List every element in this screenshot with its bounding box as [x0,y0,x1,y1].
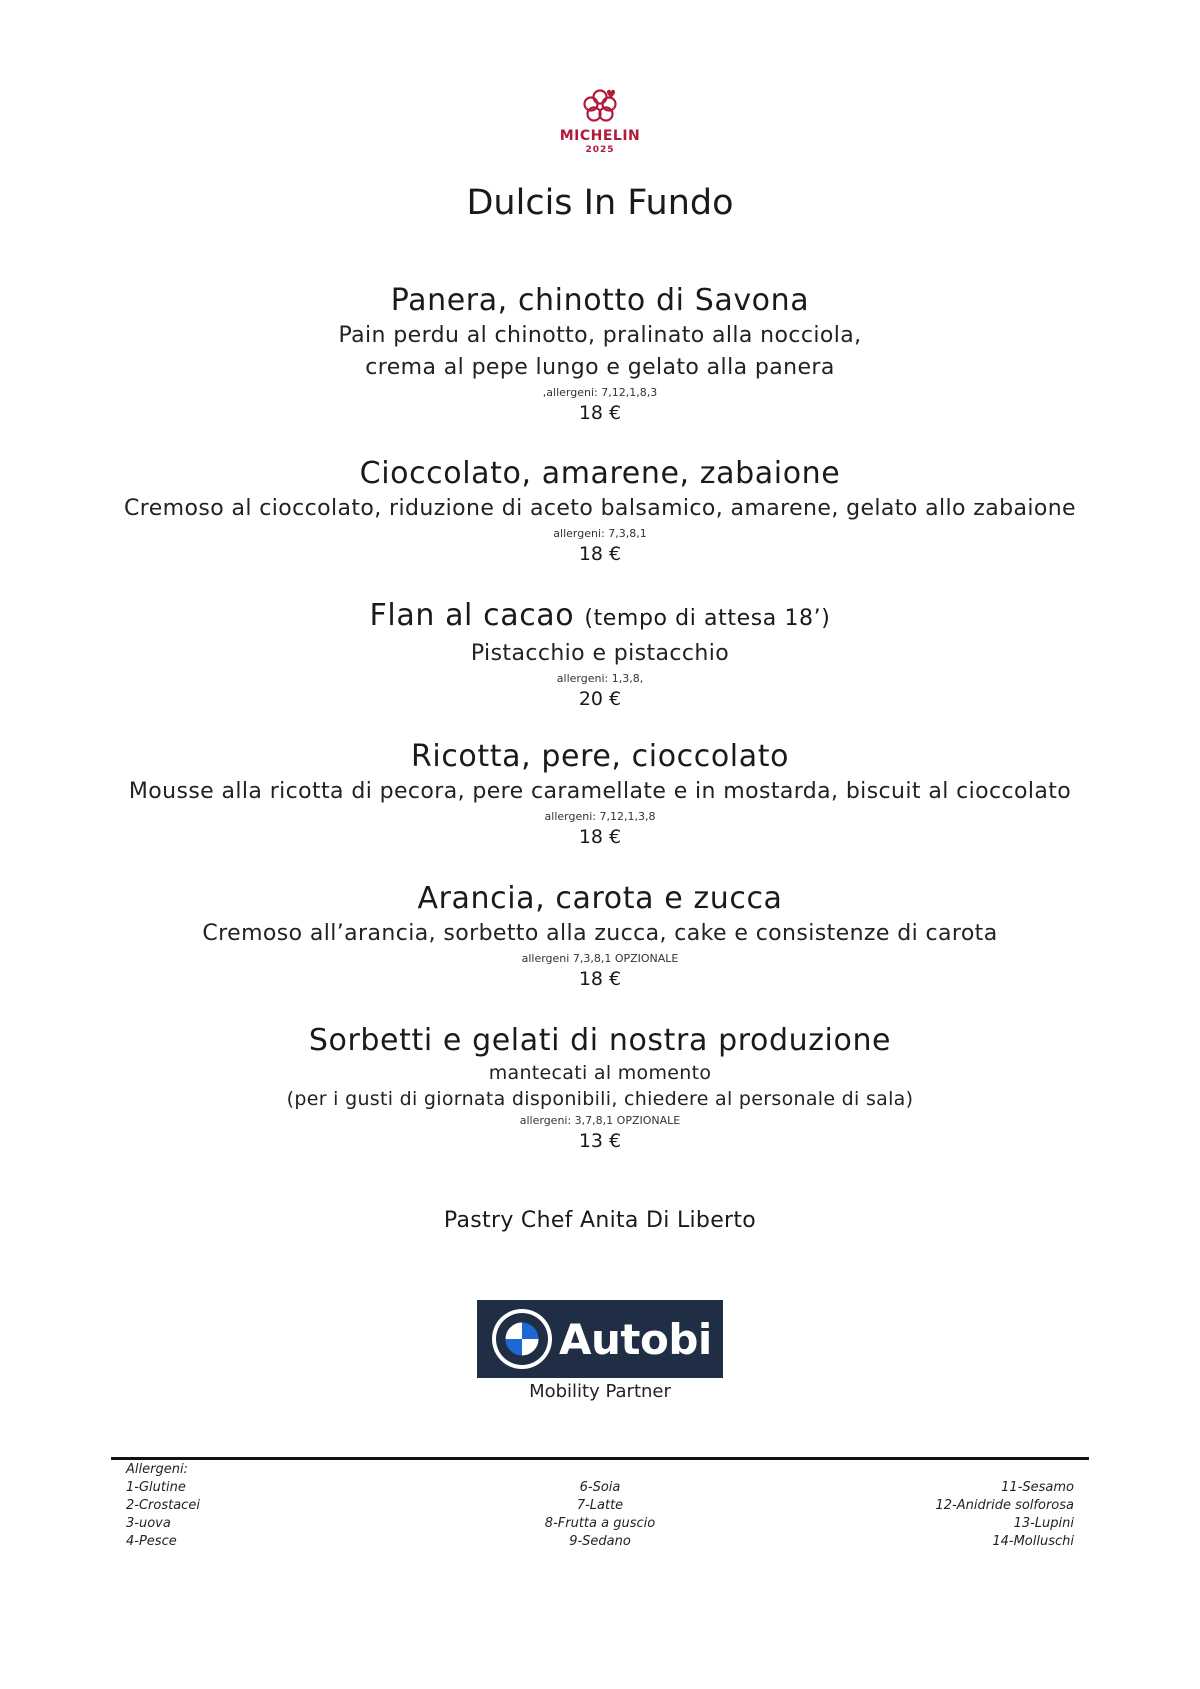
michelin-logo [548,86,652,155]
allergen-item: 4-Pesce [126,1534,177,1549]
bmw-roundel-icon [491,1308,553,1370]
allergen-item: 12-Anidride solforosa [935,1498,1074,1513]
allergen-item: 13-Lupini [1013,1516,1074,1531]
dish-description: Cremoso al cioccolato, riduzione di aceto balsamico, amarene, gelato allo zabaione [124,496,1076,521]
dish-item [0,738,1200,850]
dish-allergens: ,allergeni: 7,12,1,8,3 [542,386,658,399]
dish-price: 20 € [578,688,622,710]
allergen-item: 1-Glutine [126,1480,186,1495]
dish-wait-note: (tempo di attesa 18’) [584,606,831,631]
allergen-item: 8-Frutta a guscio [544,1516,656,1531]
menu-title: Dulcis In Fundo [466,183,734,223]
dish-description: Mousse alla ricotta di pecora, pere caramellate e in mostarda, biscuit al cioccolato [128,779,1072,804]
dish-name: Flan al cacao [369,598,575,633]
dish-name-line [0,597,1200,638]
allergen-item: 3-uova [126,1516,171,1531]
dish-price: 18 € [578,826,622,848]
allergen-item: 2-Crostacei [126,1498,200,1513]
dish-description: Cremoso all’arancia, sorbetto alla zucca, cake e consistenze di carota [202,921,998,946]
partner-brand: Autobi [559,1314,712,1364]
dish-item [0,1022,1200,1154]
dish-item [0,455,1200,567]
dish-name: Cioccolato, amarene, zabaione [359,456,841,491]
dish-allergens: allergeni: 7,3,8,1 [553,527,647,540]
michelin-flower-icon [580,86,620,126]
michelin-year: 2025 [585,145,615,155]
dish-allergens: allergeni: 7,12,1,3,8 [544,810,656,823]
dish-description: Pain perdu al chinotto, pralinato alla nocciola, [338,323,862,348]
allergen-item: 14-Molluschi [992,1534,1074,1549]
footer-divider [111,1457,1089,1460]
dish-item [0,282,1200,426]
dish-allergens: allergeni 7,3,8,1 OPZIONALE [521,952,679,965]
dish-description: Pistacchio e pistacchio [470,641,730,666]
dish-name: Arancia, carota e zucca [417,881,783,916]
dish-description: crema al pepe lungo e gelato alla panera [365,355,835,380]
dish-description: mantecati al momento [488,1062,712,1084]
dish-name: Sorbetti e gelati di nostra produzione [308,1023,892,1058]
dish-price: 18 € [578,402,622,424]
dish-price: 18 € [578,543,622,565]
dish-item [0,880,1200,992]
dish-name: Panera, chinotto di Savona [390,283,810,318]
dish-price: 13 € [578,1130,622,1152]
allergen-item: 9-Sedano [569,1534,631,1549]
allergen-item: 11-Sesamo [1001,1480,1074,1495]
pastry-chef-credit: Pastry Chef Anita Di Liberto [443,1208,757,1233]
dish-allergens: allergeni: 3,7,8,1 OPZIONALE [519,1114,681,1127]
allergen-item: 6-Soia [579,1480,621,1495]
dish-item [0,597,1200,712]
dish-description: (per i gusti di giornata disponibili, chiedere al personale di sala) [286,1088,914,1110]
allergen-legend-col-2 [480,1479,720,1551]
michelin-wordmark: MICHELIN [559,128,641,144]
allergen-item: 7-Latte [576,1498,624,1513]
partner-banner [477,1300,723,1378]
dish-price: 18 € [578,968,622,990]
allergen-legend-heading: Allergeni: [126,1462,188,1477]
dish-allergens: allergeni: 1,3,8, [556,672,644,685]
allergen-legend-col-3 [834,1479,1074,1551]
allergen-legend-col-1 [126,1461,366,1551]
partner-subtitle: Mobility Partner [529,1381,671,1402]
dish-name: Ricotta, pere, cioccolato [410,739,790,774]
